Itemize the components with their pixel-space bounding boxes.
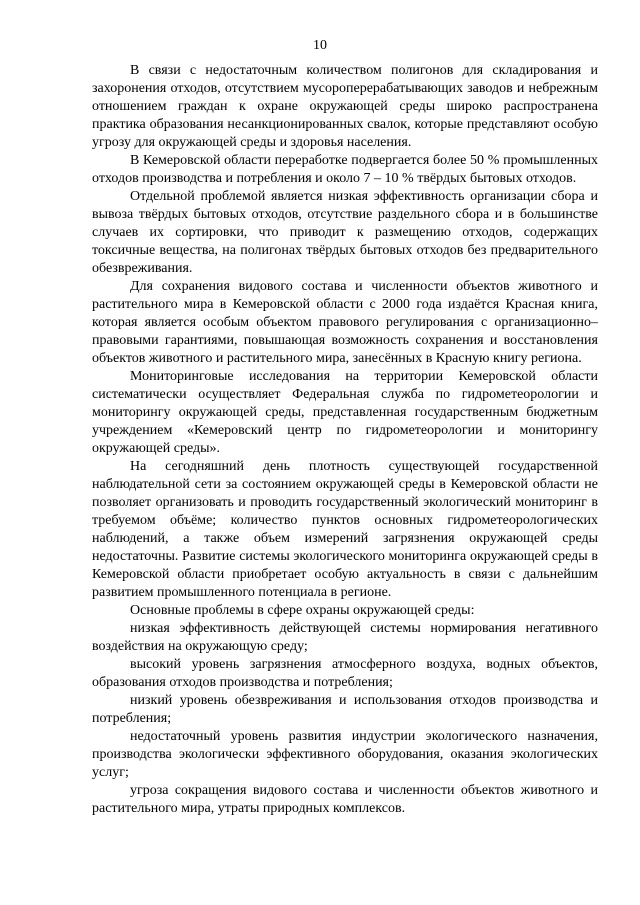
problem-item-eco-industry: недостаточный уровень развития индустрии экологического назначения, производства экологически эффективного оборудования, оказания экологических услуг; (92, 729, 598, 780)
paragraph-recycling-share: В Кемеровской области переработке подвергается более 50 % промышленных отходов производства и потребления и около 7 – 10 % твёрдых бытовых отходов. (92, 153, 598, 186)
paragraph-main-problems-heading: Основные проблемы в сфере охраны окружающей среды: (130, 603, 475, 618)
body-text (92, 62, 598, 818)
paragraph-observation-network: На сегодняшний день плотность существующей государственной наблюдательной сети за состоянием окружающей среды в Кемеровской области не позволяет организовать и проводить государственный экологический мониторинг в требуемом объёме; количество пунктов основных гидрометеорологических наблюдений, а также объем измерений загрязнения окружающей среды недостаточны. Развитие системы экологического мониторинга окружающей среды в Кемеровской области приобретает особую актуальность в связи с дальнейшим развитием промышленного потенциала в регионе. (92, 459, 598, 600)
problem-item-waste-treatment: низкий уровень обезвреживания и использования отходов производства и потребления; (92, 693, 598, 726)
paragraph-collection-problem: Отдельной проблемой является низкая эффективность организации сбора и вывоза твёрдых бытовых отходов, отсутствие раздельного сбора и в большинстве случаев их сортировки, что приводит к размещению отходов, содержащих токсичные вещества, на полигонах твёрдых бытовых отходов без предварительного обезвреживания. (92, 189, 598, 276)
page-number: 10 (313, 38, 327, 53)
paragraph-landfill-shortage: В связи с недостаточным количеством полигонов для складирования и захоронения отходов, отсутствием мусороперерабатывающих заводов и небрежным отношением граждан к охране окружающей среды широко распространена практика образования несанкционированных свалок, которые представляют особую угрозу для окружающей среды и здоровья населения. (92, 63, 598, 150)
problem-item-regulation: низкая эффективность действующей системы нормирования негативного воздействия на окружающую среду; (92, 621, 598, 654)
problem-item-biodiversity: угроза сокращения видового состава и численности объектов животного и растительного мира, утраты природных комплексов. (92, 783, 598, 816)
paragraph-monitoring-service: Мониторинговые исследования на территории Кемеровской области систематически осуществляет Федеральная служба по гидрометеорологии и мониторингу окружающей среды, представленная государственным бюджетным учреждением «Кемеровский центр по гидрометеорологии и мониторингу окружающей среды». (92, 369, 598, 456)
paragraph-red-book: Для сохранения видового состава и численности объектов животного и растительного мира в Кемеровской области с 2000 года издаётся Красная книга, которая является особым объектом правового регулирования с организационно–правовыми гарантиями, повышающая возможность сохранения и восстановления объектов животного и растительного мира, занесённых в Красную книгу региона. (92, 279, 598, 366)
problem-item-pollution: высокий уровень загрязнения атмосферного воздуха, водных объектов, образования отходов производства и потребления; (92, 657, 598, 690)
